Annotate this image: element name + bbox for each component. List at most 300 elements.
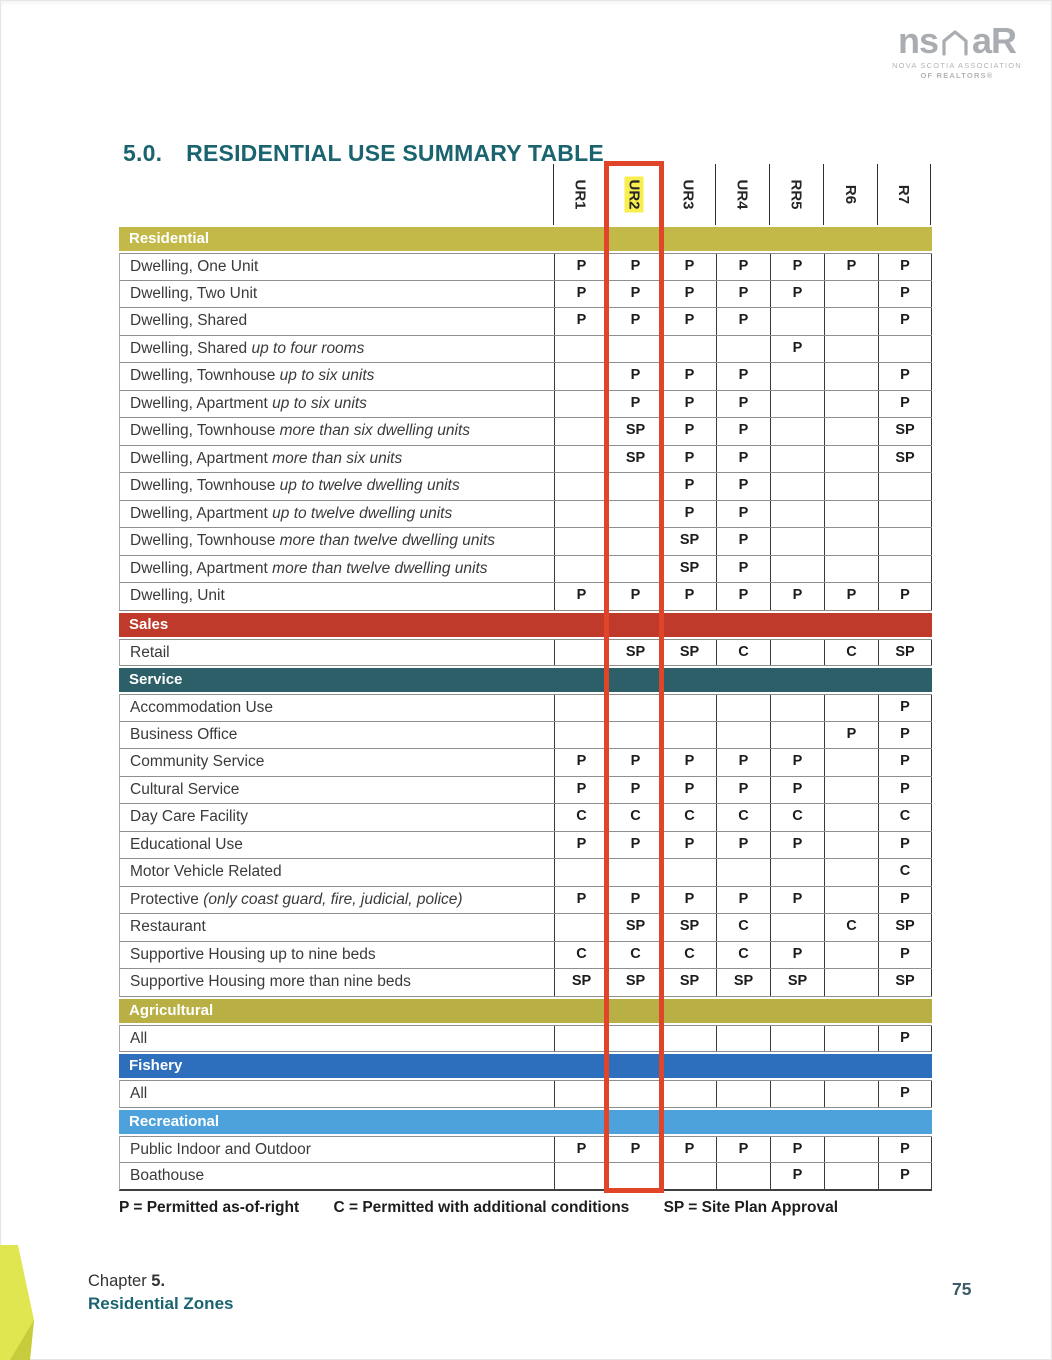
logo-subline-1: NOVA SCOTIA ASSOCIATION [892, 61, 1022, 70]
use-cell-r6 [824, 363, 878, 390]
use-label: Dwelling, Townhouse up to six units [130, 367, 375, 384]
use-cell-ur2: P [608, 308, 662, 335]
use-label: Restaurant [130, 918, 206, 935]
table-row-dwelling-townhouse-up-to-twelve-dwelling-units [119, 473, 932, 501]
use-cell-ur1 [554, 501, 608, 528]
use-cell-ur4: P [716, 473, 770, 500]
use-cell-ur2: P [608, 1137, 662, 1163]
section-row-agricultural: Agricultural [119, 999, 932, 1023]
use-cell-ur3: SP [662, 556, 716, 583]
table-row-community-service [119, 749, 932, 777]
use-cell-ur4: P [716, 363, 770, 390]
use-cell-rr5 [770, 363, 824, 390]
column-header-ur2 [607, 164, 661, 225]
use-label: Educational Use [130, 835, 243, 853]
use-cell-ur3: P [662, 446, 716, 473]
legend-site-plan: SP = Site Plan Approval [663, 1198, 839, 1216]
table-row-dwelling-one-unit [119, 253, 932, 281]
use-cell-r7 [878, 556, 932, 583]
use-cell-ur4: P [716, 887, 770, 914]
use-cell-ur1: P [554, 887, 608, 914]
use-label: All [130, 1085, 148, 1102]
use-cell-r7: P [878, 1081, 932, 1107]
use-label: Community Service [130, 753, 265, 770]
table-row-dwelling-townhouse-more-than-twelve-dwelling-units [119, 528, 932, 556]
use-cell-ur2 [608, 473, 662, 500]
use-cell-r6: C [824, 914, 878, 941]
use-cell-rr5 [770, 446, 824, 473]
use-label: Cultural Service [130, 780, 240, 798]
table-row-motor-vehicle-related [119, 859, 932, 887]
use-label: Public Indoor and Outdoor [130, 1140, 311, 1158]
use-cell-ur4: C [716, 914, 770, 941]
use-cell-ur3 [662, 1081, 716, 1107]
table-row-restaurant [119, 914, 932, 942]
use-cell-r6 [824, 969, 878, 996]
use-cell-ur1 [554, 418, 608, 445]
column-header-label: UR3 [679, 179, 697, 210]
use-cell-r7 [878, 528, 932, 555]
table-row-dwelling-apartment-up-to-six-units [119, 391, 932, 419]
use-label: Business Office [130, 725, 238, 743]
use-cell-ur1: P [554, 308, 608, 335]
table-row-dwelling-shared [119, 308, 932, 336]
use-cell-ur3: P [662, 254, 716, 280]
use-cell-ur2: P [608, 832, 662, 859]
use-cell-ur4 [716, 1163, 770, 1189]
use-cell-ur4 [716, 1081, 770, 1107]
use-cell-ur1 [554, 473, 608, 500]
use-cell-r7: P [878, 254, 932, 280]
use-cell-r6 [824, 942, 878, 969]
column-header-ur3 [661, 164, 715, 225]
use-cell-r7: P [878, 1163, 932, 1189]
use-cell-ur4: P [716, 501, 770, 528]
use-label: Boathouse [130, 1167, 205, 1184]
table-row-supportive-housing-more-than-nine-beds [119, 969, 932, 997]
use-cell-ur1 [554, 859, 608, 886]
use-label: Supportive Housing more than nine beds [130, 973, 411, 990]
use-cell-ur4: SP [716, 969, 770, 996]
column-header-label: UR4 [733, 179, 751, 210]
use-cell-rr5: SP [770, 969, 824, 996]
use-cell-ur2 [608, 1081, 662, 1107]
use-cell-ur3: P [662, 418, 716, 445]
use-label: Dwelling, Unit [130, 587, 225, 604]
use-cell-rr5: P [770, 336, 824, 363]
use-cell-ur2 [608, 1026, 662, 1052]
table-row-protective-only-coast-guard-fire-judicial-police [119, 887, 932, 915]
use-cell-ur2 [608, 556, 662, 583]
table-row-dwelling-two-unit [119, 281, 932, 309]
use-cell-ur2 [608, 722, 662, 749]
use-cell-rr5 [770, 391, 824, 418]
use-cell-ur1 [554, 528, 608, 555]
use-cell-r7 [878, 501, 932, 528]
table-row-dwelling-shared-up-to-four-rooms [119, 336, 932, 364]
use-cell-r7: P [878, 777, 932, 804]
use-cell-ur3: P [662, 501, 716, 528]
use-cell-ur3: P [662, 749, 716, 776]
section-row-service: Service [119, 668, 932, 692]
use-cell-ur1: C [554, 804, 608, 831]
use-cell-ur3: SP [662, 640, 716, 666]
column-headers [553, 164, 932, 225]
use-cell-ur3: SP [662, 528, 716, 555]
use-cell-ur1 [554, 1163, 608, 1189]
table-row-boathouse [119, 1163, 932, 1191]
use-cell-ur2: SP [608, 914, 662, 941]
use-cell-ur1: P [554, 583, 608, 610]
use-cell-ur1 [554, 336, 608, 363]
use-label: Dwelling, Apartment up to six units [130, 394, 367, 412]
table-row-supportive-housing-up-to-nine-beds [119, 942, 932, 970]
use-cell-ur2: P [608, 363, 662, 390]
use-cell-ur4: P [716, 749, 770, 776]
use-cell-r7: SP [878, 640, 932, 666]
section-row-recreational: Recreational [119, 1110, 932, 1134]
use-cell-r7: SP [878, 914, 932, 941]
use-cell-r6 [824, 887, 878, 914]
use-cell-r6: P [824, 254, 878, 280]
column-header-r6 [823, 164, 877, 225]
use-cell-ur1: P [554, 254, 608, 280]
use-cell-ur3: P [662, 1137, 716, 1163]
table-row-business-office [119, 722, 932, 750]
section-title-text: RESIDENTIAL USE SUMMARY TABLE [186, 140, 604, 166]
use-cell-rr5: P [770, 777, 824, 804]
use-cell-ur1 [554, 363, 608, 390]
use-cell-rr5 [770, 556, 824, 583]
use-cell-ur4: C [716, 640, 770, 666]
use-label: Motor Vehicle Related [130, 863, 282, 880]
use-label: Dwelling, Shared [130, 312, 248, 329]
page-number: 75 [952, 1279, 972, 1299]
use-cell-ur3: P [662, 281, 716, 308]
use-cell-rr5: P [770, 281, 824, 308]
use-label: Dwelling, Shared up to four rooms [130, 339, 365, 357]
use-cell-r7: SP [878, 418, 932, 445]
use-cell-ur4 [716, 695, 770, 721]
use-cell-r7 [878, 336, 932, 363]
use-cell-ur1: P [554, 1137, 608, 1163]
section-row-sales: Sales [119, 613, 932, 637]
column-header-label: R7 [895, 184, 913, 205]
use-cell-rr5: C [770, 804, 824, 831]
use-cell-ur4 [716, 722, 770, 749]
use-label: Accommodation Use [130, 699, 274, 716]
use-summary-table [119, 164, 932, 1217]
use-label: Dwelling, Two Unit [130, 284, 258, 302]
use-cell-ur1 [554, 391, 608, 418]
use-cell-r7: SP [878, 969, 932, 996]
nsar-logo [882, 20, 1032, 80]
use-cell-ur4 [716, 336, 770, 363]
use-cell-ur4: P [716, 556, 770, 583]
use-label: Protective (only coast guard, fire, judicial, police) [130, 890, 463, 908]
use-cell-ur3 [662, 1026, 716, 1052]
table-row-retail [119, 639, 932, 667]
chapter-prefix: Chapter [88, 1272, 152, 1290]
column-header-label: UR2 [625, 176, 644, 212]
column-header-label: UR1 [571, 179, 589, 210]
use-cell-rr5 [770, 722, 824, 749]
use-cell-rr5 [770, 501, 824, 528]
use-cell-r6: P [824, 583, 878, 610]
use-cell-ur3: P [662, 363, 716, 390]
use-cell-rr5 [770, 473, 824, 500]
use-cell-ur3 [662, 1163, 716, 1189]
legend-conditions: C = Permitted with additional conditions [333, 1198, 630, 1216]
footer-chapter [88, 1272, 233, 1314]
use-cell-ur2: P [608, 254, 662, 280]
use-cell-rr5: P [770, 887, 824, 914]
use-cell-r6 [824, 281, 878, 308]
use-label: Dwelling, Townhouse more than six dwelling units [130, 422, 471, 439]
use-cell-ur3: SP [662, 914, 716, 941]
use-cell-ur3: C [662, 942, 716, 969]
use-cell-ur2 [608, 1163, 662, 1189]
use-cell-ur2 [608, 336, 662, 363]
use-cell-r6 [824, 1081, 878, 1107]
nsar-logo-mark [882, 20, 1032, 61]
use-cell-ur2: P [608, 391, 662, 418]
use-cell-ur1: C [554, 942, 608, 969]
use-cell-r6 [824, 501, 878, 528]
use-cell-ur1: P [554, 777, 608, 804]
use-cell-r7: C [878, 804, 932, 831]
use-cell-r6 [824, 832, 878, 859]
use-cell-r6 [824, 391, 878, 418]
use-cell-r6: P [824, 722, 878, 749]
use-cell-rr5: P [770, 254, 824, 280]
table-row-dwelling-apartment-more-than-six-units [119, 446, 932, 474]
use-cell-ur4: P [716, 832, 770, 859]
table-row-dwelling-apartment-up-to-twelve-dwelling-units [119, 501, 932, 529]
use-label: Dwelling, Townhouse up to twelve dwelling units [130, 477, 460, 494]
table-row-educational-use [119, 832, 932, 860]
use-label: Dwelling, Apartment more than twelve dwelling units [130, 559, 488, 577]
use-cell-ur1 [554, 695, 608, 721]
table-row-dwelling-apartment-more-than-twelve-dwelling-units [119, 556, 932, 584]
use-cell-ur4: P [716, 308, 770, 335]
use-cell-rr5 [770, 1081, 824, 1107]
use-cell-r7: P [878, 363, 932, 390]
use-cell-ur1: P [554, 832, 608, 859]
column-header-label: RR5 [787, 179, 805, 210]
use-cell-rr5: P [770, 1137, 824, 1163]
table-row-dwelling-townhouse-up-to-six-units [119, 363, 932, 391]
use-cell-ur2: P [608, 749, 662, 776]
use-cell-ur3: P [662, 473, 716, 500]
use-cell-rr5 [770, 418, 824, 445]
use-cell-ur4: P [716, 446, 770, 473]
use-cell-r7: C [878, 859, 932, 886]
chapter-number: 5. [151, 1272, 166, 1290]
use-cell-rr5 [770, 528, 824, 555]
use-cell-r6 [824, 418, 878, 445]
use-cell-rr5: P [770, 583, 824, 610]
use-cell-ur3: C [662, 804, 716, 831]
use-label: Day Care Facility [130, 808, 248, 825]
use-cell-r7: P [878, 695, 932, 721]
use-cell-r6 [824, 446, 878, 473]
use-cell-rr5 [770, 308, 824, 335]
legend-permitted: P = Permitted as-of-right [119, 1198, 300, 1216]
use-cell-ur3: SP [662, 969, 716, 996]
use-cell-r6 [824, 336, 878, 363]
use-cell-ur3: P [662, 583, 716, 610]
use-cell-ur4: P [716, 777, 770, 804]
use-cell-r6 [824, 1026, 878, 1052]
use-cell-r7: SP [878, 446, 932, 473]
column-header-ur4 [715, 164, 769, 225]
use-cell-ur3: P [662, 777, 716, 804]
use-cell-rr5: P [770, 942, 824, 969]
use-cell-ur2: P [608, 583, 662, 610]
table-row-dwelling-unit [119, 583, 932, 611]
use-cell-ur4: C [716, 942, 770, 969]
table-row-all [119, 1080, 932, 1108]
use-cell-ur1 [554, 914, 608, 941]
use-cell-ur1: P [554, 749, 608, 776]
use-cell-ur4: P [716, 254, 770, 280]
use-cell-ur3: P [662, 887, 716, 914]
column-header-label: R6 [842, 184, 859, 205]
use-cell-r6 [824, 695, 878, 721]
use-cell-ur4: P [716, 528, 770, 555]
use-cell-r7: P [878, 308, 932, 335]
use-cell-ur3 [662, 695, 716, 721]
use-cell-r6 [824, 804, 878, 831]
table-row-day-care-facility [119, 804, 932, 832]
use-cell-r7: P [878, 391, 932, 418]
use-cell-r7: P [878, 1137, 932, 1163]
page-title [123, 140, 604, 167]
column-header-ur1 [553, 164, 607, 225]
use-cell-ur2: SP [608, 446, 662, 473]
use-label: Dwelling, Apartment up to twelve dwelling units [130, 504, 453, 522]
use-cell-ur2 [608, 501, 662, 528]
table-body [119, 227, 932, 1191]
use-cell-ur4: C [716, 804, 770, 831]
column-header-r7 [877, 164, 931, 225]
table-row-public-indoor-and-outdoor [119, 1136, 932, 1164]
use-cell-ur1 [554, 446, 608, 473]
use-cell-rr5: P [770, 832, 824, 859]
use-cell-ur1 [554, 1081, 608, 1107]
corner-decoration [0, 1242, 42, 1360]
section-row-residential: Residential [119, 227, 932, 251]
section-number: 5.0. [123, 140, 163, 166]
use-cell-rr5: P [770, 1163, 824, 1189]
use-cell-r7: P [878, 887, 932, 914]
use-cell-ur2: SP [608, 640, 662, 666]
use-cell-rr5 [770, 859, 824, 886]
table-row-accommodation-use [119, 694, 932, 722]
use-cell-ur2: P [608, 887, 662, 914]
use-cell-ur2: SP [608, 969, 662, 996]
use-cell-ur3: P [662, 832, 716, 859]
use-cell-r7: P [878, 1026, 932, 1052]
use-cell-ur1 [554, 640, 608, 666]
use-cell-r6 [824, 859, 878, 886]
use-cell-ur4: P [716, 418, 770, 445]
column-header-rr5 [769, 164, 823, 225]
logo-text-left: ns [897, 20, 938, 61]
use-cell-ur2: C [608, 942, 662, 969]
use-cell-r6 [824, 308, 878, 335]
use-cell-ur3 [662, 859, 716, 886]
use-cell-ur4: P [716, 1137, 770, 1163]
house-icon [940, 28, 970, 56]
use-cell-ur3 [662, 722, 716, 749]
logo-subline-2: OF REALTORS® [920, 71, 994, 80]
use-cell-r6 [824, 1137, 878, 1163]
use-cell-rr5 [770, 1026, 824, 1052]
use-cell-r7: P [878, 749, 932, 776]
use-cell-r7: P [878, 832, 932, 859]
table-row-cultural-service [119, 777, 932, 805]
chapter-line [88, 1272, 233, 1291]
use-cell-ur1: P [554, 281, 608, 308]
use-cell-ur2: C [608, 804, 662, 831]
use-cell-ur4: P [716, 583, 770, 610]
use-cell-ur1 [554, 1026, 608, 1052]
section-row-fishery: Fishery [119, 1054, 932, 1078]
use-cell-r6 [824, 556, 878, 583]
use-cell-ur2 [608, 528, 662, 555]
use-cell-ur2: SP [608, 418, 662, 445]
use-label: Retail [130, 643, 170, 661]
use-cell-ur1: SP [554, 969, 608, 996]
table-row-dwelling-townhouse-more-than-six-dwelling-units [119, 418, 932, 446]
table-legend [119, 1199, 932, 1217]
use-cell-ur1 [554, 556, 608, 583]
use-cell-rr5 [770, 640, 824, 666]
chapter-title: Residential Zones [88, 1294, 234, 1313]
use-cell-ur3 [662, 336, 716, 363]
use-label: Dwelling, One Unit [130, 258, 259, 275]
use-label: Supportive Housing up to nine beds [130, 945, 376, 963]
use-label: All [130, 1029, 148, 1047]
use-cell-ur2 [608, 695, 662, 721]
use-cell-r7: P [878, 281, 932, 308]
use-label: Dwelling, Townhouse more than twelve dwelling units [130, 532, 496, 549]
use-cell-r6 [824, 749, 878, 776]
table-row-all [119, 1025, 932, 1053]
use-cell-rr5 [770, 914, 824, 941]
use-cell-r7: P [878, 583, 932, 610]
use-label: Dwelling, Apartment more than six units [130, 449, 403, 467]
use-cell-r7 [878, 473, 932, 500]
use-cell-ur2: P [608, 281, 662, 308]
use-cell-r6 [824, 1163, 878, 1189]
use-cell-rr5 [770, 695, 824, 721]
use-cell-r6: C [824, 640, 878, 666]
use-cell-ur3: P [662, 391, 716, 418]
use-cell-ur2 [608, 859, 662, 886]
use-cell-r7: P [878, 722, 932, 749]
use-cell-ur4 [716, 1026, 770, 1052]
use-cell-r6 [824, 473, 878, 500]
use-cell-ur4: P [716, 281, 770, 308]
use-cell-ur4: P [716, 391, 770, 418]
use-cell-r6 [824, 528, 878, 555]
use-cell-ur1 [554, 722, 608, 749]
logo-text-right: aR [971, 20, 1017, 61]
use-cell-rr5: P [770, 749, 824, 776]
